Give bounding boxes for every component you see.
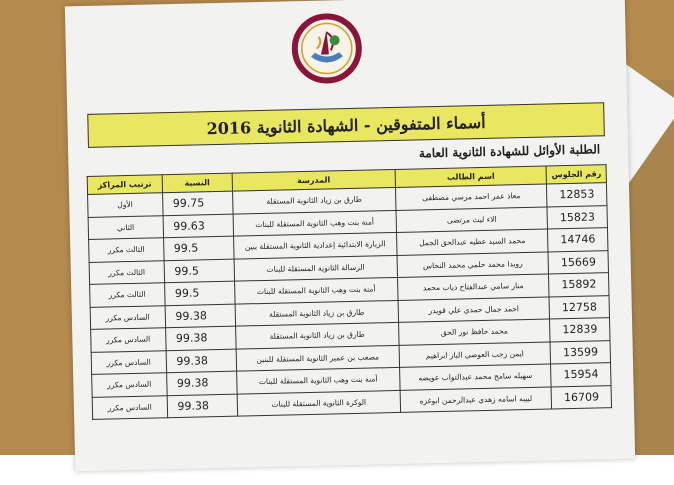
table-caption: الطلبة الأوائل للشهادة الثانوية العامة [418,142,601,161]
seat-number: 12758 [549,295,609,319]
student-name: رويدا محمد حلمي محمد النحاس [397,252,549,278]
student-name: معاذ عمر احمد مرسي مصطفى [395,184,547,210]
rank: الثالث مكرر [89,238,164,262]
rank: الثاني [88,215,163,239]
school-name: الزبارة الابتدائية إعدادية الثانوية المستقلة بنين [234,232,397,258]
header-rank: ترتيب المراكز [87,175,162,195]
school-name: الوكرة الثانوية المستقلة للبنات [237,390,400,416]
student-name: الاء ليث مرتضى [396,207,548,233]
student-name: احمد جمال حمدي علي قويدر [398,296,550,322]
percentage: 99.75 [162,191,233,215]
percentage: 99.63 [163,214,234,238]
rank: السادس مكرر [91,350,166,374]
school-name: مصعب بن عمير الثانوية المستقلة للبنين [236,345,399,371]
student-name: منار سامي عبدالفتاح دياب محمد [397,274,549,300]
school-name: الرسالة الثانوية المستقلة للبنات [234,255,397,281]
percentage: 99.38 [165,326,236,350]
percentage: 99.38 [167,394,238,418]
seat-number: 15669 [548,250,608,274]
student-name: ايمن رجب العوضي الباز ابراهيم [399,341,551,367]
school-name: أمنة بنت وهب الثانوية المستقلة للبنات [237,367,400,393]
rank: الثالث مكرر [89,260,164,284]
school-name: طارق بن زياد الثانوية المستقلة [236,322,399,348]
percentage: 99.38 [166,371,237,395]
school-name: طارق بن زياد الثانوية المستقلة [235,300,398,326]
seat-number: 12853 [547,183,607,207]
student-name: محمد السيد عطيه عبدالحق الجمل [396,229,548,255]
student-name: محمد حافظ نور الحق [398,319,550,345]
seat-number: 15823 [547,205,607,229]
seat-number: 14746 [548,228,608,252]
seat-number: 16709 [551,385,611,409]
percentage: 99.5 [164,281,235,305]
student-name: لبيبه اسامه زهدي عبدالرحمن ابوغزه [400,386,552,412]
header-student-name: اسم الطالب [395,166,547,187]
page-title: أسماء المتفوقين - الشهادة الثانوية 2016 [87,102,605,148]
seat-number: 15892 [549,273,609,297]
rank: الثالث مكرر [90,283,165,307]
rank: السادس مكرر [92,373,167,397]
school-name: أمنة بنت وهب الثانوية المستقلة للبنات [235,277,398,303]
rank: السادس مكرر [90,305,165,329]
percentage: 99.5 [164,259,235,283]
seat-number: 13599 [550,340,610,364]
qatar-ministry-emblem-icon [290,12,364,86]
percentage: 99.38 [166,349,237,373]
header-percentage: النسبة [162,173,233,193]
rank: الأول [88,193,163,217]
document-page [65,0,635,471]
student-name: سهيله سامح محمد عبدالتواب عويضه [399,364,551,390]
percentage: 99.38 [165,304,236,328]
school-name: أمنة بنت وهب الثانوية المستقلة للبنات [233,210,396,236]
percentage: 99.5 [163,236,234,260]
honor-roll-table [87,164,612,420]
header-seat-number: رقم الجلوس [546,165,606,184]
rank: السادس مكرر [92,395,167,419]
seat-number: 12839 [550,318,610,342]
rank: السادس مكرر [91,328,166,352]
header-school: المدرسة [232,169,395,191]
seat-number: 15954 [551,363,611,387]
school-name: طارق بن زياد الثانوية المستقلة [233,187,396,213]
